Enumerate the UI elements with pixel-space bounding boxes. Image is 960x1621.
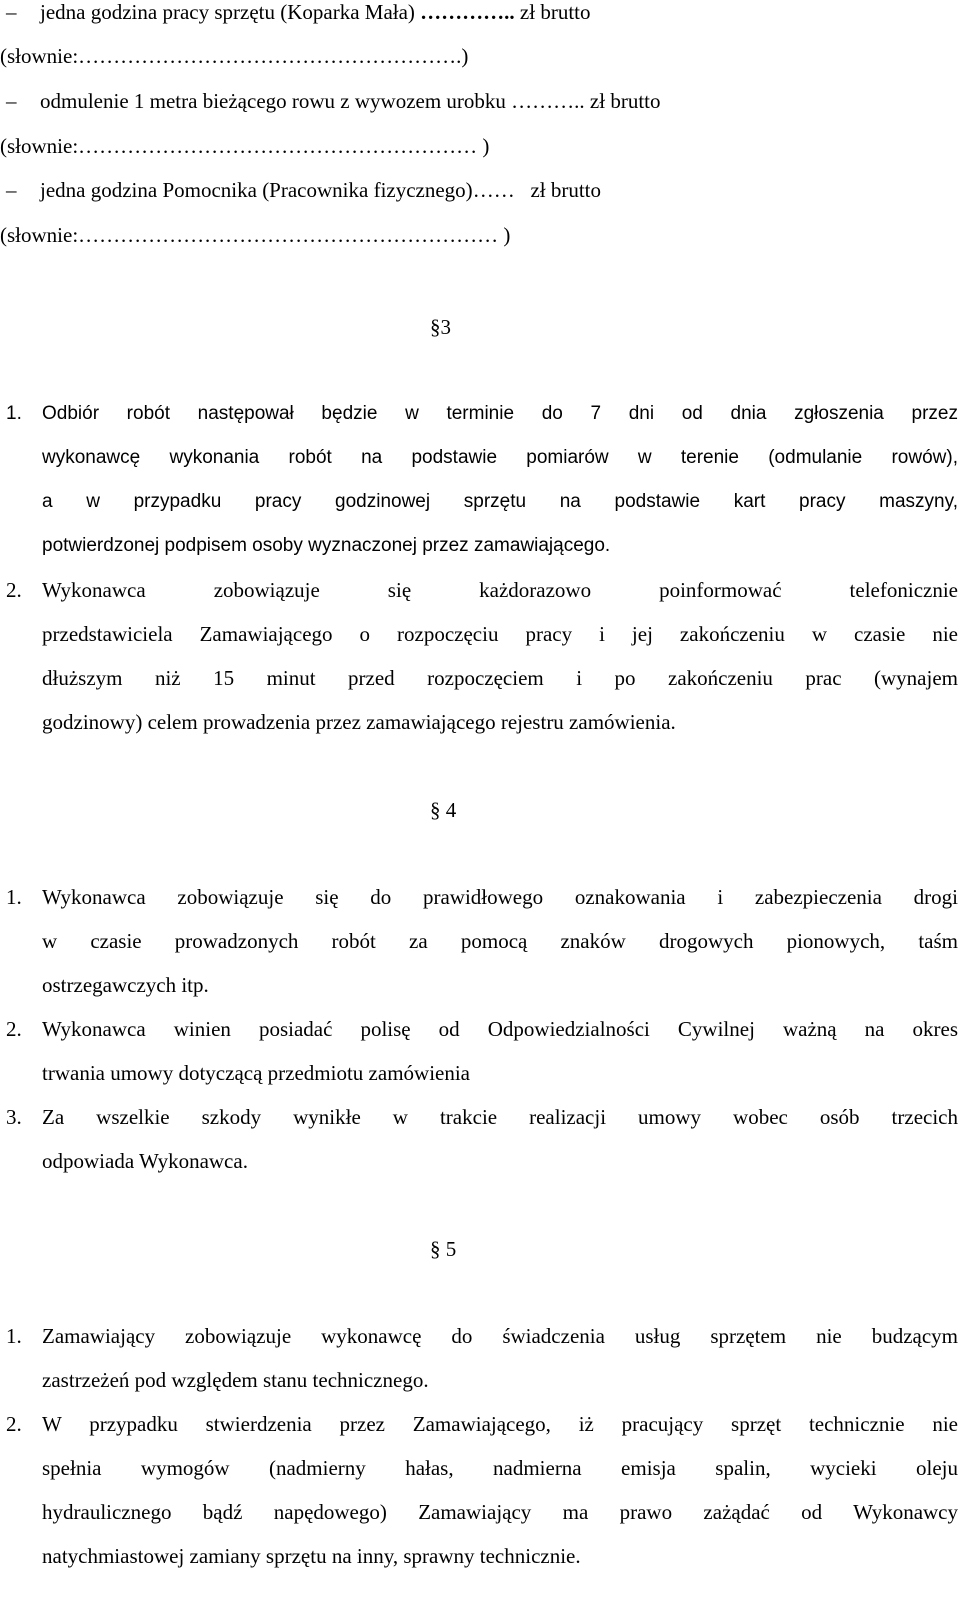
paragraph-line: Za wszelkie szkody wynikłe w trakcie realizacji umowy wobec osób trzecich (42, 1105, 958, 1129)
pricing-item-unit: zł brutto (514, 178, 602, 202)
paragraph-line: Wykonawca zobowiązuje się do prawidłowego oznakowania i zabezpieczenia drogi (42, 885, 958, 909)
paragraph-line: spełnia wymogów (nadmierny hałas, nadmierna emisja spalin, wycieki oleju (42, 1456, 958, 1480)
pricing-item-3 (40, 178, 601, 202)
pricing-item-dots: …… (472, 178, 515, 202)
paragraph-line: odpowiada Wykonawca. (42, 1149, 248, 1173)
paragraph-line: trwania umowy dotyczącą przedmiotu zamówienia (42, 1061, 470, 1085)
pricing-item-3-words: (słownie:…………………………………………………… ) (0, 223, 511, 247)
pricing-item-2-words: (słownie:………………………………………………… ) (0, 134, 490, 158)
paragraph-line: Wykonawca zobowiązuje się każdorazowo poinformować telefonicznie (42, 578, 958, 602)
paragraph-line: Zamawiający zobowiązuje wykonawcę do świadczenia usług sprzętem nie budzącym (42, 1324, 958, 1348)
pricing-item-dots: ………. (505, 89, 580, 113)
pricing-item-dots: ………….. (414, 0, 515, 24)
pricing-item-text: odmulenie 1 metra bieżącego rowu z wywozem urobku (40, 89, 506, 113)
paragraph-line: przedstawiciela Zamawiającego o rozpoczęciu pracy i jej zakończeniu w czasie nie (42, 622, 958, 646)
pricing-item-1 (40, 0, 591, 24)
paragraph-line: zastrzeżeń pod względem stanu technicznego. (42, 1368, 429, 1392)
point-number: 2. (6, 1017, 22, 1041)
pricing-item-unit: zł brutto (514, 0, 591, 24)
list-dash: – (6, 89, 17, 113)
section-heading: § 4 (430, 798, 457, 822)
paragraph-line: potwierdzonej podpisem osoby wyznaczonej przez zamawiającego. (42, 535, 611, 556)
section-heading: §3 (430, 315, 451, 339)
paragraph-line: W przypadku stwierdzenia przez Zamawiającego, iż pracujący sprzęt technicznie nie (42, 1412, 958, 1436)
paragraph-line: a w przypadku pracy godzinowej sprzętu na podstawie kart pracy maszyny, (42, 491, 958, 512)
point-number: 1. (6, 1324, 22, 1348)
paragraph-line: ostrzegawczych itp. (42, 973, 209, 997)
paragraph-line: Odbiór robót następował będzie w terminie do 7 dni od dnia zgłoszenia przez (42, 403, 958, 424)
paragraph-line: Wykonawca winien posiadać polisę od Odpowiedzialności Cywilnej ważną na okres (42, 1017, 958, 1041)
paragraph-line: godzinowy) celem prowadzenia przez zamawiającego rejestru zamówienia. (42, 710, 676, 734)
paragraph-line: natychmiastowej zamiany sprzętu na inny, sprawny technicznie. (42, 1544, 581, 1568)
paragraph-line: hydraulicznego bądź napędowego) Zamawiający ma prawo zażądać od Wykonawcy (42, 1500, 958, 1524)
section-heading: § 5 (430, 1237, 457, 1261)
list-dash: – (6, 178, 17, 202)
pricing-item-text: jedna godzina Pomocnika (Pracownika fizycznego) (40, 178, 473, 202)
point-number: 1. (6, 885, 22, 909)
point-number: 1. (6, 403, 22, 424)
point-number: 3. (6, 1105, 22, 1129)
list-dash: – (6, 0, 17, 24)
point-number: 2. (6, 1412, 22, 1436)
pricing-item-text: jedna godzina pracy sprzętu (Koparka Mała) (40, 0, 415, 24)
paragraph-line: wykonawcę wykonania robót na podstawie pomiarów w terenie (odmulanie rowów), (42, 447, 958, 468)
pricing-item-1-words: (słownie:……………………………………………….) (0, 44, 469, 68)
pricing-item-2 (40, 89, 661, 113)
point-number: 2. (6, 578, 22, 602)
paragraph-line: dłuższym niż 15 minut przed rozpoczęciem i po zakończeniu prac (wynajem (42, 666, 958, 690)
paragraph-line: w czasie prowadzonych robót za pomocą znaków drogowych pionowych, taśm (42, 929, 958, 953)
pricing-item-unit: . zł brutto (579, 89, 661, 113)
